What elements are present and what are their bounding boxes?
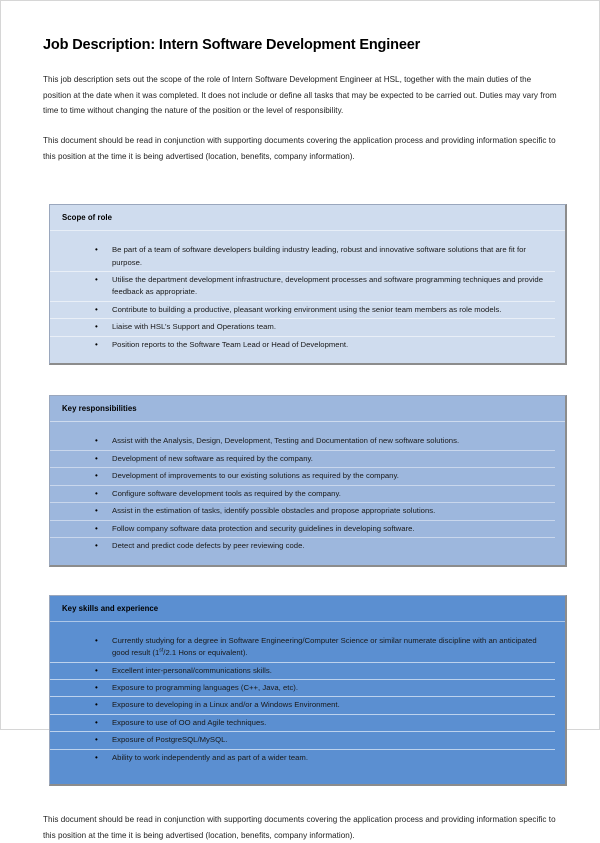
list-item: • Exposure of PostgreSQL/MySQL. xyxy=(50,731,555,748)
spacer xyxy=(43,786,567,812)
list-item: • Position reports to the Software Team Lead or Head of Development. xyxy=(50,336,555,353)
list-item: • Exposure to use of OO and Agile techniques. xyxy=(50,714,555,731)
list-item: • Ability to work independently and as part of a wider team. xyxy=(50,749,555,766)
section-key-responsibilities xyxy=(49,395,567,566)
list-item: • Exposure to programming languages (C++, Java, etc). xyxy=(50,679,555,696)
footer-paragraph: This document should be read in conjunction with supporting documents covering the application process and providing information specific to this position at the time it is being advertised (location, benefits, company information). xyxy=(43,815,556,840)
bullet-list-skills xyxy=(50,633,565,777)
list-item: • Assist with the Analysis, Design, Development, Testing and Documentation of new software solutions. xyxy=(50,433,555,449)
list-item: • Contribute to building a productive, pleasant working environment using the senior team members as role models. xyxy=(50,301,555,318)
list-item: • Currently studying for a degree in Software Engineering/Computer Science or similar numerate discipline with an anticipated good result (1st/2.1 Hons or equivalent). xyxy=(50,633,555,662)
section-scope-of-role xyxy=(49,204,567,365)
section-key-skills-and-experience xyxy=(49,595,567,787)
list-item: • Excellent inter-personal/communications skills. xyxy=(50,662,555,679)
list-item: • Assist in the estimation of tasks, identify possible obstacles and propose appropriate solutions. xyxy=(50,502,555,519)
spacer xyxy=(43,178,567,204)
list-item: • Development of new software as required by the company. xyxy=(50,450,555,467)
list-item: • Development of improvements to our existing solutions as required by the company. xyxy=(50,467,555,484)
bullet-list-scope xyxy=(50,242,565,363)
page-title: Job Description: Intern Software Development Engineer xyxy=(43,37,421,53)
section-heading-scope: Scope of role xyxy=(62,213,113,223)
bullet-list-responsibilities xyxy=(50,433,565,564)
spacer xyxy=(43,567,567,595)
header-spacer-row xyxy=(50,421,565,433)
spacer xyxy=(43,365,567,395)
list-item: • Detect and predict code defects by peer reviewing code. xyxy=(50,537,555,554)
list-item: • Exposure to developing in a Linux and/or a Windows Environment. xyxy=(50,696,555,713)
intro-paragraph-2: This document should be read in conjunction with supporting documents covering the application process and providing information specific to this position at the time it is being advertised (location, benefits, company information). xyxy=(43,135,556,161)
list-item: • Follow company software data protection and security guidelines in developing software. xyxy=(50,520,555,537)
header-spacer-row xyxy=(50,621,565,633)
header-spacer-row xyxy=(50,230,565,242)
list-item: • Liaise with HSL’s Support and Operations team. xyxy=(50,318,555,335)
list-item: • Utilise the department development infrastructure, development processes and software programming techniques and provide feedback as appropriate. xyxy=(50,271,555,301)
list-item: • Configure software development tools as required by the company. xyxy=(50,485,555,502)
section-heading-responsibilities: Key responsibilities xyxy=(62,404,137,414)
section-heading-skills: Key skills and experience xyxy=(62,603,159,613)
section-tail-spacer xyxy=(50,776,565,784)
list-item: • Be part of a team of software developers building industry leading, robust and innovative software solutions that are fit for purpose. xyxy=(50,242,555,271)
intro-paragraph-1: This job description sets out the scope of the role of Intern Software Development Engineer at HSL, together with the main duties of the position at the date when it was completed. It does not include or define all tasks that may be expected to be carried out. Duties may vary from time to time without changing the nature of the position or the level of responsibility. xyxy=(43,75,557,116)
